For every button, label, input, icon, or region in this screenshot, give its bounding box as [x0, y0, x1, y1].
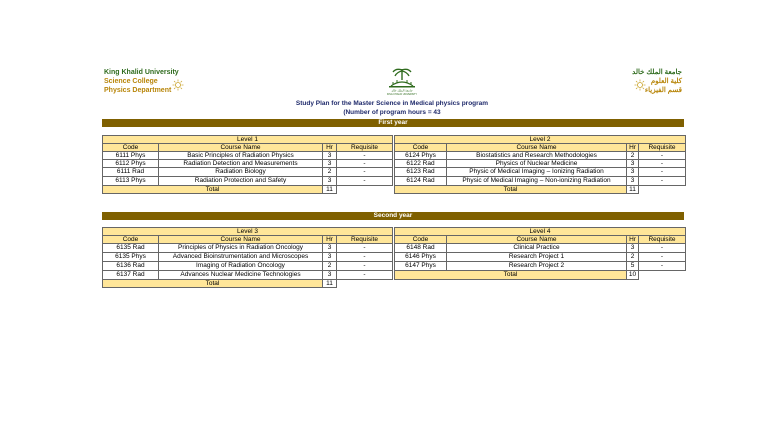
table-row: 6111 Rad Radiation Biology 2 -	[103, 168, 393, 177]
total-row	[103, 280, 393, 288]
table-row: 6113 Phys Radiation Protection and Safety 3 -	[103, 177, 393, 186]
total-hours: 10	[627, 271, 639, 280]
table-row: 6148 Rad Clinical Practice 3 -	[395, 244, 686, 253]
table-row: 6147 Phys Research Project 2 5 -	[395, 262, 686, 271]
plan-title: Study Plan for the Master Science in Medical physics program	[295, 100, 489, 107]
col-req: Requisite	[639, 236, 686, 244]
col-req: Requisite	[337, 236, 393, 244]
university-name: King Khalid University	[104, 69, 179, 76]
table-row: 6124 Phys Biostatistics and Research Methodologies 2 -	[395, 152, 686, 160]
col-name: Course Name	[447, 144, 627, 152]
col-hr: Hr	[627, 236, 639, 244]
total-row	[395, 186, 686, 194]
level-4-table	[394, 227, 686, 280]
total-row	[103, 186, 393, 194]
university-logo	[385, 66, 419, 96]
total-label: Total	[103, 280, 323, 288]
college-name: Science College	[104, 78, 158, 85]
level-1-table	[102, 135, 393, 194]
col-req: Requisite	[639, 144, 686, 152]
level-2-table	[394, 135, 686, 194]
svg-text:KING KHALID UNIVERSITY: KING KHALID UNIVERSITY	[386, 93, 418, 96]
col-code: Code	[103, 144, 159, 152]
col-code: Code	[395, 144, 447, 152]
col-code: Code	[395, 236, 447, 244]
col-code: Code	[103, 236, 159, 244]
total-label: Total	[395, 271, 627, 280]
ornament-seal-icon	[634, 79, 646, 91]
department-name-ar: قسم الفيزياء	[644, 87, 682, 94]
second-year-bar: Second year	[102, 212, 684, 220]
level-title: Level 3	[103, 228, 393, 236]
plan-subtitle: (Number of program hours = 43	[343, 109, 441, 116]
col-name: Course Name	[159, 144, 323, 152]
total-label: Total	[103, 186, 323, 194]
col-hr: Hr	[323, 236, 337, 244]
col-hr: Hr	[627, 144, 639, 152]
table-row: 6137 Rad Advances Nuclear Medicine Technologies 3 -	[103, 271, 393, 280]
university-header-en	[104, 68, 179, 95]
total-row	[395, 271, 686, 280]
total-hours: 11	[323, 186, 337, 194]
svg-text:جامعة الملك خالد: جامعة الملك خالد	[391, 88, 413, 93]
total-hours: 11	[627, 186, 639, 194]
col-req: Requisite	[337, 144, 393, 152]
level-3-table	[102, 227, 393, 288]
table-row: 6135 Phys Advanced Bioinstrumentation and Microscopes 3 -	[103, 253, 393, 262]
col-hr: Hr	[323, 144, 337, 152]
table-row: 6112 Phys Radiation Detection and Measurements 3 -	[103, 160, 393, 168]
table-row: 6122 Rad Physics of Nuclear Medicine 3 -	[395, 160, 686, 168]
level-title: Level 1	[103, 136, 393, 144]
col-name: Course Name	[159, 236, 323, 244]
level-title: Level 2	[395, 136, 686, 144]
ornament-seal-icon	[172, 79, 184, 91]
college-name-ar: كلية العلوم	[650, 78, 682, 85]
table-row: 6111 Phys Basic Principles of Radiation Physics 3 -	[103, 152, 393, 160]
university-name-ar: جامعة الملك خالد	[632, 69, 682, 76]
table-row: 6146 Phys Research Project 1 2 -	[395, 253, 686, 262]
table-row: 6124 Rad Physic of Medical Imaging – Non-ionizing Radiation 3 -	[395, 177, 686, 186]
table-row: 6135 Rad Principles of Physics in Radiation Oncology 3 -	[103, 244, 393, 253]
total-hours: 11	[323, 280, 337, 288]
table-row: 6123 Rad Physic of Medical Imaging – Ionizing Radiation 3 -	[395, 168, 686, 177]
total-label: Total	[395, 186, 627, 194]
col-name: Course Name	[447, 236, 627, 244]
level-title: Level 4	[395, 228, 686, 236]
first-year-bar: First year	[102, 119, 684, 127]
department-name: Physics Department	[104, 87, 172, 94]
table-row: 6136 Rad Imaging of Radiation Oncology 2 -	[103, 262, 393, 271]
